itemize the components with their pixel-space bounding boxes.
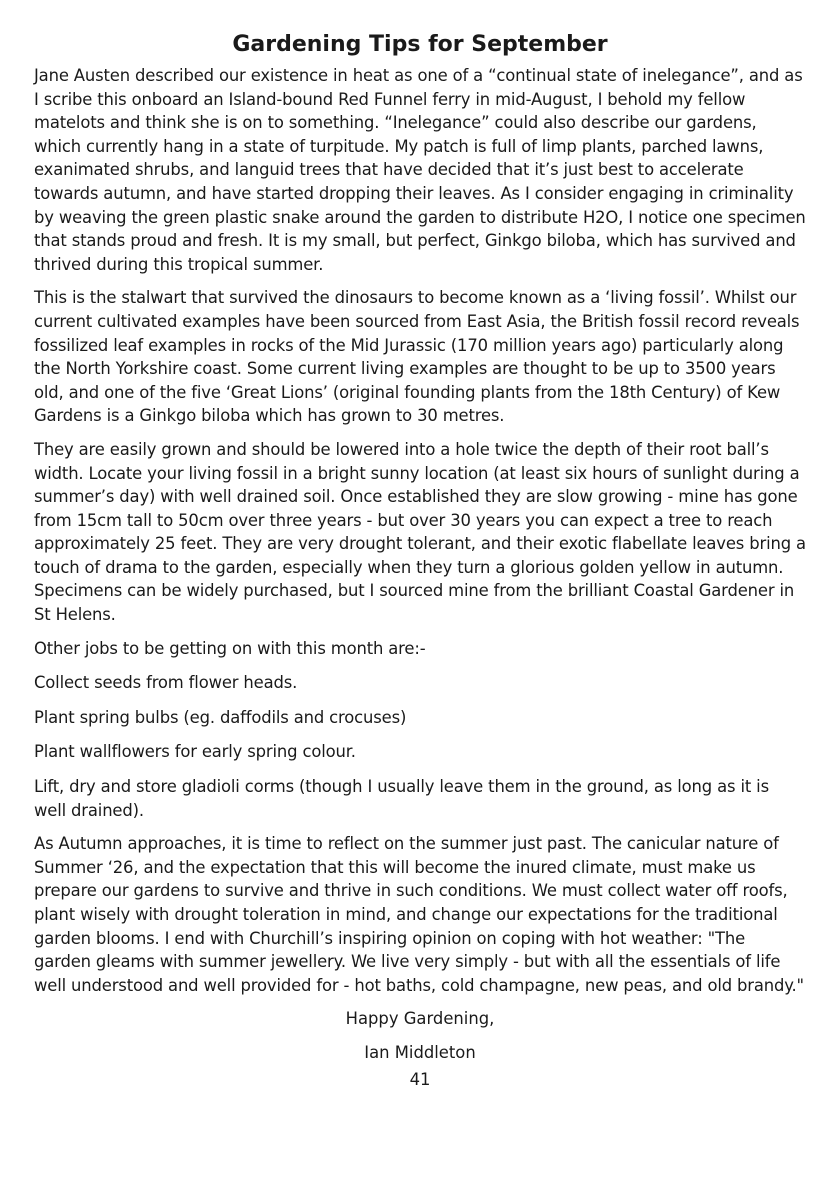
job-item: Collect seeds from flower heads. <box>34 673 298 693</box>
author-name: Ian Middleton <box>364 1042 476 1062</box>
page-number: 41 <box>409 1069 431 1089</box>
job-item: Lift, dry and store gladioli corms (though I usually leave them in the ground, as long as it is well drained). <box>34 777 769 820</box>
paragraph-intro: Jane Austen described our existence in heat as one of a “continual state of inelegance”, and as I scribe this onboard an Island-bound Red Funnel ferry in mid-August, I behold my fellow matelots and think she is on to something. “Inelegance” could also describe our gardens, which currently hang in a state of turpitude. My patch is full of limp plants, parched lawns, exanimated shrubs, and languid trees that have decided that it’s just best to accelerate towards autumn, and have started dropping their leaves. As I consider engaging in criminality by weaving the green plastic snake around the garden to distribute H2O, I notice one specimen that stands proud and fresh. It is my small, but perfect, Ginkgo biloba, which has survived and thrived during this tropical summer. <box>34 66 806 274</box>
article-title: Gardening Tips for September <box>232 32 608 57</box>
paragraph-growing: They are easily grown and should be lowered into a hole twice the depth of their root ball’s width. Locate your living fossil in a bright sunny location (at least six hours of sunlight during a summer’s day) with well drained soil. Once established they are slow growing - mine has gone from 15cm tall to 50cm over three years - but over 30 years you can expect a tree to reach approximately 25 feet. They are very drought tolerant, and their exotic flabellate leaves bring a touch of drama to the garden, especially when they turn a glorious golden yellow in autumn. Specimens can be widely purchased, but I sourced mine from the brilliant Coastal Gardener in St Helens. <box>34 439 806 625</box>
signoff: Happy Gardening, <box>345 1009 495 1029</box>
job-item: Plant wallflowers for early spring colour. <box>34 742 356 762</box>
paragraph-living-fossil: This is the stalwart that survived the dinosaurs to become known as a ‘living fossil’. Whilst our current cultivated examples have been sourced from East Asia, the British fossil record reveals fossilized leaf examples in rocks of the Mid Jurassic (170 million years ago) particularly along the North Yorkshire coast. Some current living examples are thought to be up to 3500 years old, and one of the five ‘Great Lions’ (original founding plants from the 18th Century) of Kew Gardens is a Ginkgo biloba which has grown to 30 metres. <box>34 288 800 426</box>
article <box>34 30 806 1091</box>
job-item: Plant spring bulbs (eg. daffodils and crocuses) <box>34 707 407 727</box>
paragraph-closing: As Autumn approaches, it is time to reflect on the summer just past. The canicular nature of Summer ‘26, and the expectation that this will become the inured climate, must make us prepare our gardens to survive and thrive in such conditions. We must collect water off roofs, plant wisely with drought toleration in mind, and change our expectations for the traditional garden blooms. I end with Churchill’s inspiring opinion on coping with hot weather: "The garden gleams with summer jewellery. We live very simply - but with all the essentials of life well understood and well provided for - hot baths, cold champagne, new peas, and old brandy." <box>34 834 804 995</box>
jobs-intro: Other jobs to be getting on with this month are:- <box>34 638 426 658</box>
